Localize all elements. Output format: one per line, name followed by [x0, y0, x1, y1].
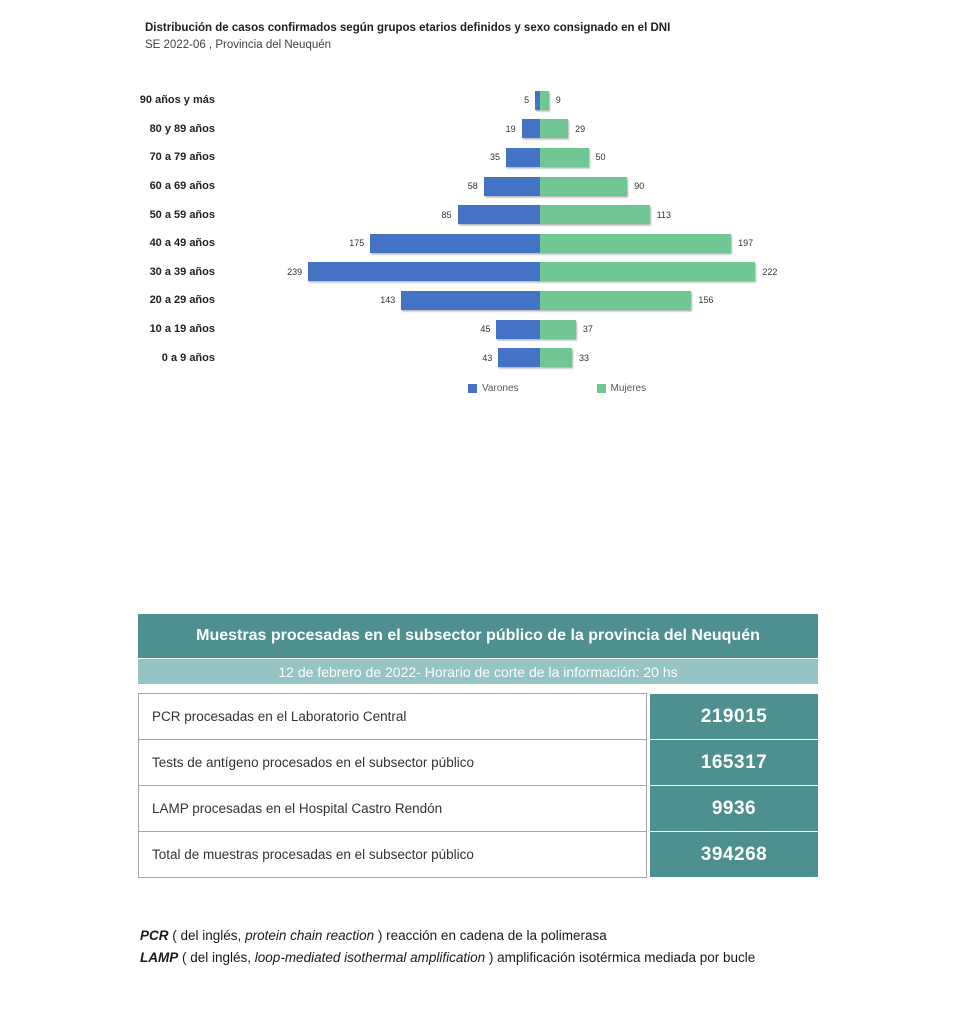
mujeres-bar [540, 320, 576, 339]
left-bar-area [215, 348, 540, 367]
footnotes [140, 925, 755, 969]
chart-row [0, 200, 955, 229]
left-bar-area [215, 262, 540, 281]
table-body [138, 693, 818, 878]
chart-subtitle: SE 2022-06 , Provincia del Neuquén [145, 39, 332, 51]
chart-row [0, 143, 955, 172]
varones-value-label: 85 [441, 209, 452, 220]
age-group-label: 70 a 79 años [149, 151, 215, 164]
age-group-label: 60 a 69 años [149, 180, 215, 193]
mujeres-value-label: 9 [555, 95, 561, 106]
right-bar-area [540, 177, 955, 196]
left-bar-area [215, 119, 540, 138]
table-row-value: 394268 [650, 832, 818, 877]
right-bar-area [540, 320, 955, 339]
varones-bar [506, 148, 540, 167]
age-group-label: 10 a 19 años [149, 323, 215, 336]
age-group-label: 20 a 29 años [149, 294, 215, 307]
varones-value-label: 45 [480, 324, 491, 335]
mujeres-value-label: 33 [579, 352, 590, 363]
varones-bar [496, 320, 540, 339]
table-row [138, 739, 818, 786]
legend-label: Mujeres [610, 383, 647, 394]
mujeres-value-label: 37 [582, 324, 593, 335]
right-bar-area [540, 234, 955, 253]
footnote-line [140, 925, 755, 947]
right-bar-area [540, 91, 955, 110]
mujeres-value-label: 90 [634, 181, 645, 192]
varones-bar [522, 119, 540, 138]
left-bar-area [215, 320, 540, 339]
chart-row [0, 258, 955, 287]
footnote-term: LAMP [140, 950, 179, 965]
varones-value-label: 43 [482, 352, 493, 363]
table-row-label: PCR procesadas en el Laboratorio Central [138, 693, 647, 740]
varones-value-label: 19 [505, 123, 516, 134]
table-title: Muestras procesadas en el subsector público de la provincia del Neuquén [138, 614, 818, 658]
age-group-label: 30 a 39 años [149, 265, 215, 278]
mujeres-value-label: 50 [595, 152, 606, 163]
chart-title: Distribución de casos confirmados según grupos etarios definidos y sexo consignado en el DNI [145, 22, 671, 34]
samples-table [138, 614, 818, 878]
table-row-value: 219015 [650, 694, 818, 739]
mujeres-bar [540, 205, 650, 224]
footnote-foreign-term: protein chain reaction [245, 928, 375, 943]
right-bar-area [540, 148, 955, 167]
legend-item-mujeres [597, 383, 647, 394]
chart-row [0, 115, 955, 144]
table-row-label: Total de muestras procesadas en el subsector público [138, 831, 647, 878]
mujeres-value-label: 113 [656, 209, 671, 220]
table-row-value: 9936 [650, 786, 818, 831]
varones-value-label: 35 [490, 152, 501, 163]
right-bar-area [540, 348, 955, 367]
mujeres-bar [540, 348, 572, 367]
chart-plot-area [0, 86, 955, 372]
footnote-pre: ( del inglés, [178, 950, 255, 965]
legend-item-varones [468, 383, 519, 394]
mujeres-bar [540, 234, 731, 253]
footnote-pre: ( del inglés, [168, 928, 246, 943]
right-bar-area [540, 291, 955, 310]
table-row [138, 693, 818, 740]
mujeres-bar [540, 291, 691, 310]
varones-bar [498, 348, 540, 367]
table-row [138, 785, 818, 832]
footnote-post: ) amplificación isotérmica mediada por bucle [485, 950, 756, 965]
chart-row [0, 286, 955, 315]
varones-bar [401, 291, 540, 310]
varones-bar [308, 262, 540, 281]
varones-value-label: 175 [349, 238, 365, 249]
footnote-term: PCR [140, 928, 169, 943]
table-row-value: 165317 [650, 740, 818, 785]
left-bar-area [215, 205, 540, 224]
table-row [138, 831, 818, 878]
chart-row [0, 229, 955, 258]
mujeres-value-label: 197 [738, 238, 754, 249]
mujeres-bar [540, 177, 627, 196]
mujeres-bar [540, 119, 568, 138]
legend-swatch-icon [597, 384, 606, 393]
footnote-line [140, 947, 755, 969]
varones-bar [458, 205, 540, 224]
left-bar-area [215, 148, 540, 167]
varones-value-label: 239 [287, 266, 303, 277]
varones-bar [484, 177, 540, 196]
chart-row [0, 315, 955, 344]
mujeres-bar [540, 148, 589, 167]
left-bar-area [215, 291, 540, 310]
age-group-label: 0 a 9 años [161, 351, 215, 364]
table-row-label: Tests de antígeno procesados en el subsector público [138, 739, 647, 786]
age-group-label: 50 a 59 años [149, 208, 215, 221]
right-bar-area [540, 262, 955, 281]
age-group-label: 80 y 89 años [149, 122, 215, 135]
mujeres-bar [540, 262, 755, 281]
varones-bar [370, 234, 540, 253]
right-bar-area [540, 205, 955, 224]
chart-row [0, 86, 955, 115]
chart-legend [468, 383, 646, 394]
right-bar-area [540, 119, 955, 138]
chart-row [0, 343, 955, 372]
age-group-label: 40 a 49 años [149, 237, 215, 250]
footnote-foreign-term: loop-mediated isothermal amplification [254, 950, 486, 965]
left-bar-area [215, 177, 540, 196]
legend-swatch-icon [468, 384, 477, 393]
mujeres-value-label: 222 [762, 266, 778, 277]
varones-value-label: 143 [380, 295, 396, 306]
varones-value-label: 5 [524, 95, 530, 106]
table-subtitle: 12 de febrero de 2022- Horario de corte de la información: 20 hs [138, 659, 818, 684]
footnote-post: ) reacción en cadena de la polimerasa [374, 928, 607, 943]
table-row-label: LAMP procesadas en el Hospital Castro Rendón [138, 785, 647, 832]
mujeres-value-label: 29 [575, 123, 586, 134]
varones-value-label: 58 [467, 181, 478, 192]
chart-row [0, 172, 955, 201]
legend-label: Varones [482, 383, 519, 394]
mujeres-value-label: 156 [698, 295, 714, 306]
age-group-label: 90 años y más [139, 94, 215, 107]
left-bar-area [215, 91, 540, 110]
mujeres-bar [540, 91, 549, 110]
left-bar-area [215, 234, 540, 253]
